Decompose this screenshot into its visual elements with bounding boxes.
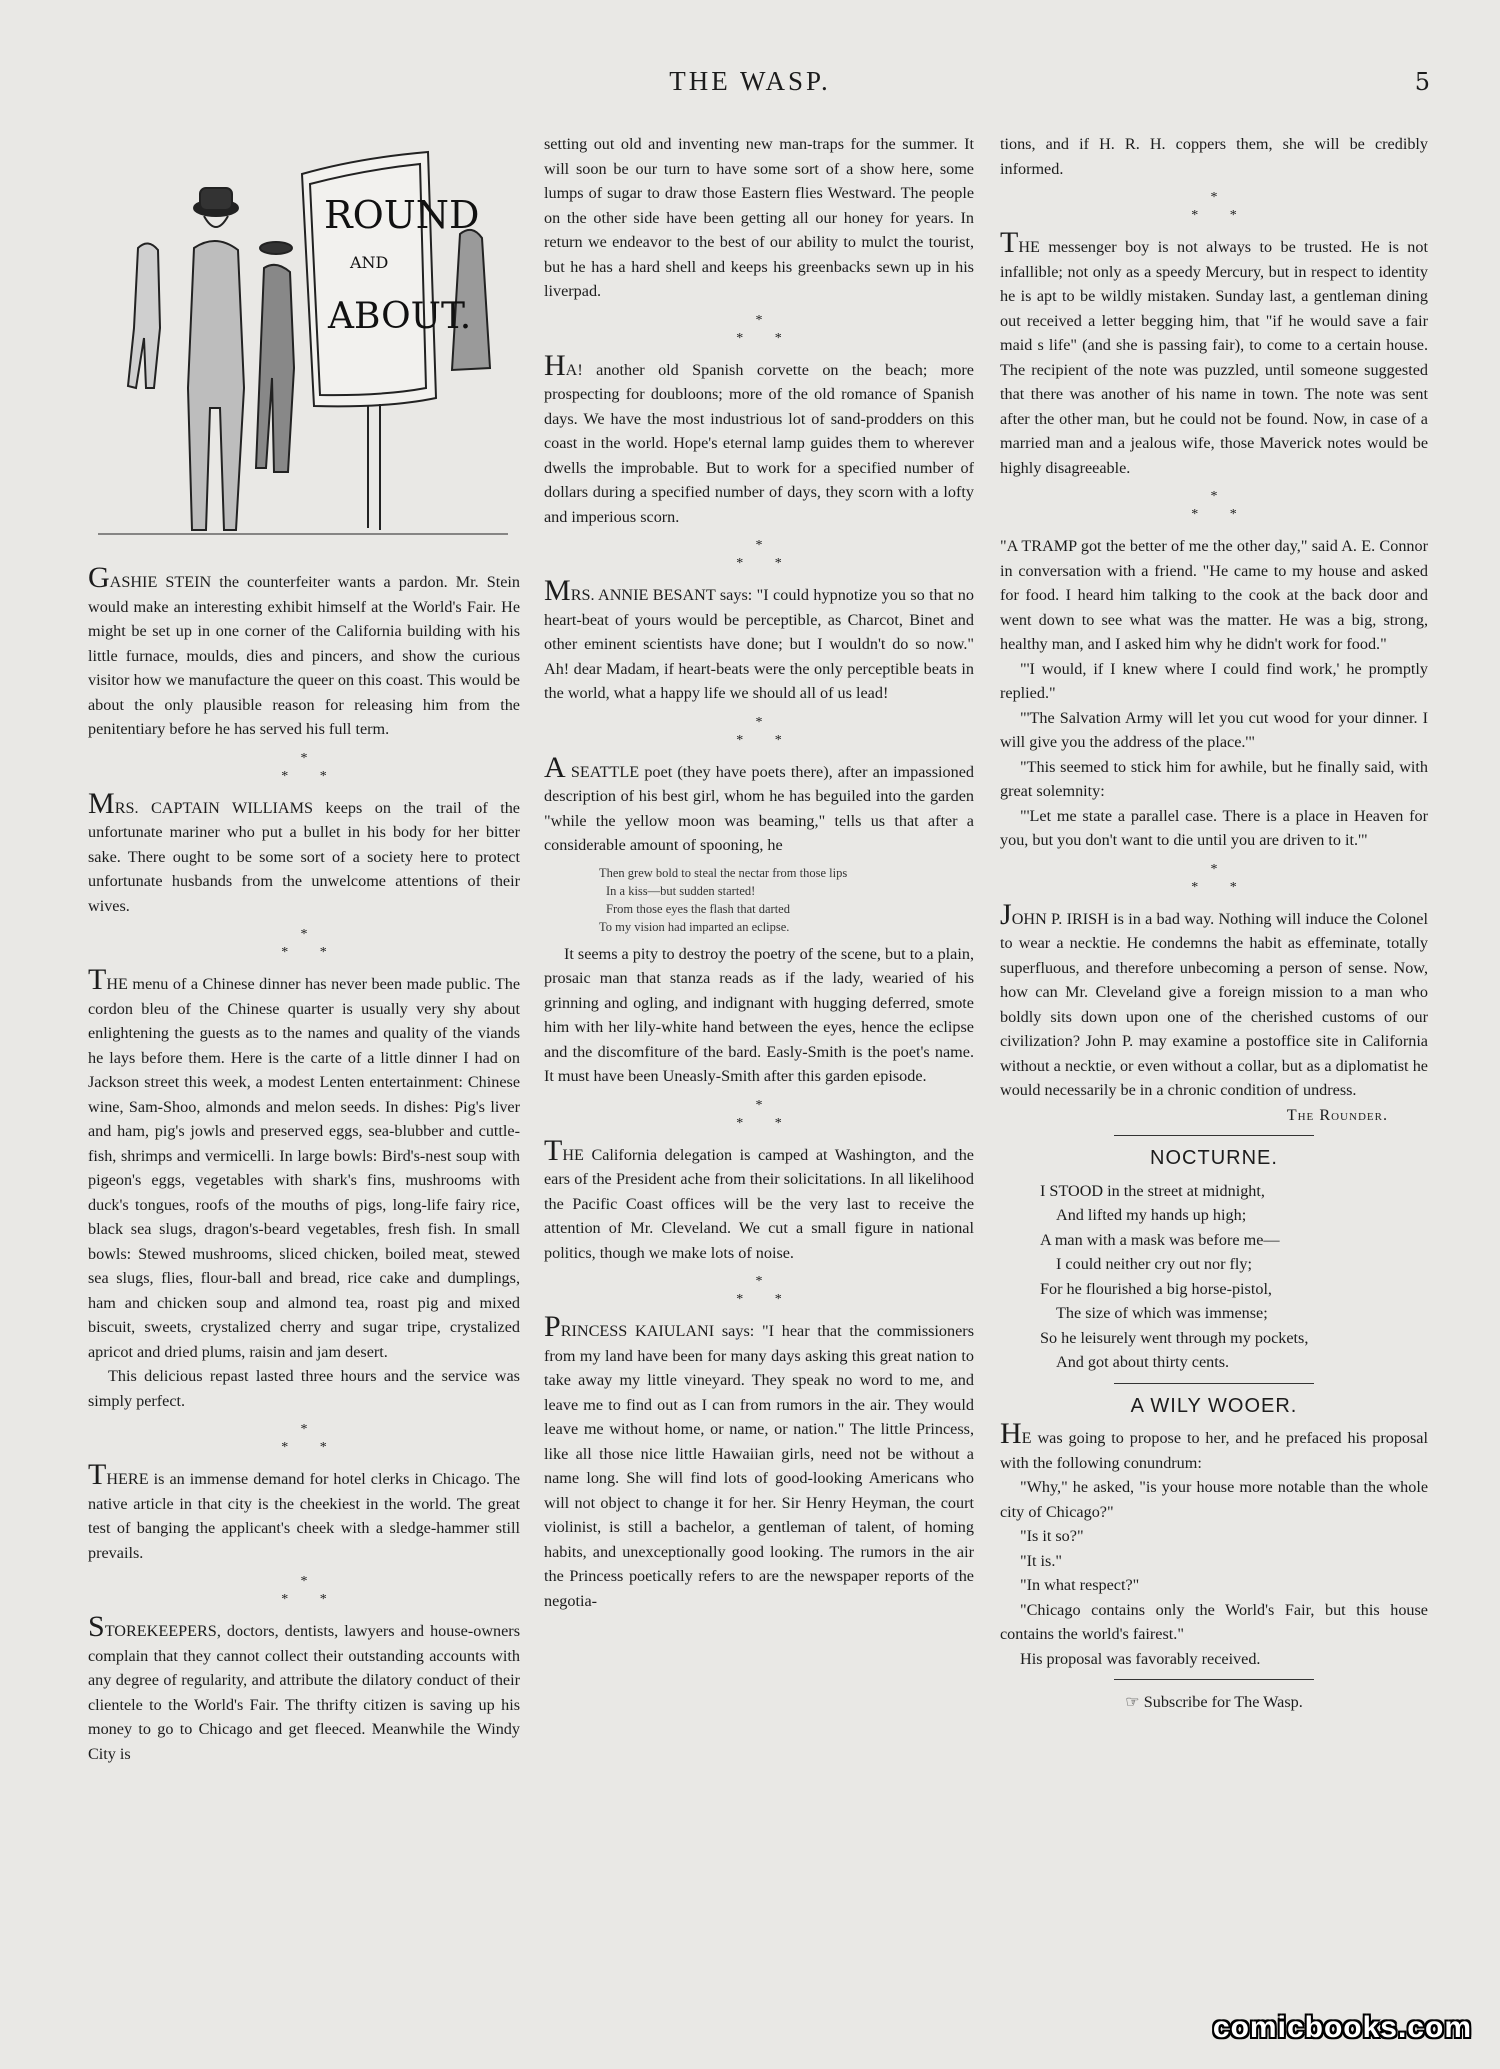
paragraph-credibly-informed: tions, and if H. R. H. coppers them, she will be credibly informed. xyxy=(1000,135,1428,178)
poem-line: I could neither cry out nor fly; xyxy=(1056,1255,1252,1273)
column-2 xyxy=(544,132,974,1613)
illustration-drawing xyxy=(88,138,520,566)
paragraph-mrs-captain-williams: MRS. CAPTAIN WILLIAMS keeps on the trail of the unfortunate mariner who put a bullet in his body for her bitter sake. There ought to be some sort of a society here to protect unfortunate husbands from the unwelcome attentions of their wives. xyxy=(88,786,520,915)
paragraph-stick-him: "This seemed to stick him for awhile, but he finally said, with great solemnity: xyxy=(1000,757,1428,800)
poem-line: So he leisurely went through my pockets, xyxy=(1040,1328,1309,1347)
paragraph-princess-kaiulani: PRINCESS KAIULANI says: "I hear that the commissioners from my land have been for many days asking this great nation to take away my little vineyard. They speak no word to me, and leave me to find out as I can from rumors in the air. They would leave me without home, or name, or nation." The little Princess, like all those nice little Hawaiian girls, need not be without a name long. She will find lots of good-looking Americans who will not object to change it for her. Sir Henry Heyman, the court violinist, is still a bachelor, a gentleman of talent, of homing habits, and unexceptionally good looking. The rumors in the air the Princess poetically refers to are the newspaper reports of the negotia- xyxy=(544,1310,974,1610)
divider-rule xyxy=(1114,1135,1314,1136)
paragraph-annie-besant: MRS. ANNIE BESANT says: "I could hypnotize you so that no heart-beat of yours would be perceptible, as Charcot, Binet and other eminent scientists have done; but I wouldn't do so now." Ah! dear Madam, if heart-beats were the only perceptible beats in the world, what a happy life we should all of us lead! xyxy=(544,574,974,702)
poem-line: For he flourished a big horse-pistol, xyxy=(1040,1279,1272,1298)
paragraph-salvation-army: "'The Salvation Army will let you cut wood for your dinner. I will give you the address of the place.'" xyxy=(1000,708,1428,751)
paragraph-wooer-outcome: His proposal was favorably received. xyxy=(1020,1649,1261,1668)
section-divider: * * * xyxy=(1191,190,1237,223)
author-signature: The Rounder. xyxy=(1286,1105,1388,1124)
paragraph-chinese-dinner: THE menu of a Chinese dinner has never been made public. The cordon bleu of the Chinese quarter is usually very shy about enlightening the guests as to the names and quality of the viands he lays before them. Here is the carte of a little dinner I had on Jackson street this week, a modest Lenten entertainment: Chinese wine, Sam-Shoo, almonds and melon seeds. In dishes: Pig's liver and ham, pig's jowls and preserved eggs, sea-blubber and cuttle-fish, shrimps and vermicelli. In large bowls: Bird's-nest soup with pigeon's eggs, vegetables with shark's fins, mushrooms with duck's tongues, roofs of the mouths of pigs, long-life fairy rice, black sea slugs, dragon's-beard vegetables, fresh fish. In small bowls: Stewed mushrooms, sliced chicken, boiled meat, stewed sea slugs, flies, flour-ball and bread, rice cake and dumplings, ham and chicken soup and almond tea, roast pig and mixed biscuit, sweets, crystalized cherry and sugar tripe, crystalized apricot and dried plums, raisin and jam desert. xyxy=(88,963,520,1361)
section-divider: * * * xyxy=(736,1097,782,1131)
column-1 xyxy=(88,132,520,1766)
page-number: 5 xyxy=(1414,68,1430,96)
section-divider: * * * xyxy=(281,750,327,784)
divider-rule xyxy=(1114,1383,1314,1384)
masthead xyxy=(0,66,1500,106)
section-divider: * * * xyxy=(736,538,782,571)
paragraph-delicious-repast: This delicious repast lasted three hours and the service was simply perfect. xyxy=(88,1367,520,1410)
paragraph-wooer-line: "Is it so?" xyxy=(1020,1527,1084,1545)
paragraph-gashie-stein: GASHIE STEIN the counterfeiter wants a pardon. Mr. Stein would make an interesting exhibit himself at the World's Fair. He might be set up in one corner of the California building with his little furnace, moulds, dies and pincers, and show the curious visitor how we manufacture the queer on this coast. This would be about the only plausible reason for releasing him from the penitentiary before he has served his full term. xyxy=(88,561,520,738)
paragraph-wooer-intro: HE was going to propose to her, and he prefaced his proposal with the following conundrum: xyxy=(1000,1417,1428,1472)
stanza-line: Then grew bold to steal the nectar from those lips xyxy=(599,865,848,880)
paragraph-seattle-poet: A SEATTLE poet (they have poets there), after an impassioned description of his best girl, whom he has beguiled into the garden "while the yellow moon was beaming," tells us that after a considerable amount of spooning, he xyxy=(544,750,974,854)
paragraph-tramp-reply: "'I would, if I knew where I could find work,' he promptly replied." xyxy=(1000,659,1428,702)
paragraph-california-delegation: THE California delegation is camped at Washington, and the ears of the President ache from their solicitations. In all likelihood the Pacific Coast offices will be the very last to receive the attention of Mr. Cleveland. We cut a small figure in national politics, though we make lots of noise. xyxy=(544,1133,974,1262)
paragraph-john-p-irish: JOHN P. IRISH is in a bad way. Nothing will induce the Colonel to wear a necktie. He condemns the habit as effeminate, totally superfluous, and therefore unbecoming a person of sense. Now, how can Mr. Cleveland give a foreign mission to a man who boldly sits down upon one of the cherished customs of our civilization? John P. may examine a postoffice site in California without a necktie, or even without a collar, but as a diplomatist he would necessarily be in a chronic condition of undress. xyxy=(1000,897,1428,1099)
section-divider: * * * xyxy=(281,1574,327,1607)
publication-title: THE WASP. xyxy=(669,66,831,96)
paragraph-messenger-boy: THE messenger boy is not always to be trusted. He is not infallible; not only as a speedy Mercury, but in respect to identity he is apt to be wildly mistaken. Sunday last, a gentleman dining out received a letter begging him, that "if he would save a fair maid s life" (and she is passing fair), to come to a certain house. The recipient of the note was puzzled, until someone suggested that there was another of his name in town. The note was sent after the other man, but he could not be found. Now, in case of a married man and a jealous wife, those Maverick notes would be highly disagreeable. xyxy=(1000,226,1428,477)
paragraph-storekeepers: STOREKEEPERS, doctors, dentists, lawyers and house-owners complain that they cannot collect their outstanding accounts with any degree of regularity, and attribute the dilatory conduct of their clientele to the World's Fair. The thrifty citizen is saving up his money to go to Chicago and get fleeced. Meanwhile the Windy City is xyxy=(88,1610,520,1763)
poem-line: And lifted my hands up high; xyxy=(1056,1206,1247,1224)
subscribe-notice: ☞ Subscribe for The Wasp. xyxy=(1125,1693,1303,1711)
round-and-about-illustration xyxy=(88,138,520,566)
section-divider: * * * xyxy=(281,927,327,960)
story-title: A WILY WOOER. xyxy=(1130,1394,1298,1417)
section-divider: * * * xyxy=(736,714,782,748)
paragraph-wooer-answer: "Chicago contains only the World's Fair, but this house contains the world's fairest." xyxy=(1000,1600,1428,1643)
paragraph-tramp: "A TRAMP got the better of me the other day," said A. E. Connor in conversation with a friend. "He came to my house and asked for food. I heard him talking to the cook at the back door and went down to see what was the matter. He was a big, strong, healthy man, and I asked him why he didn't work for food." xyxy=(1000,537,1428,653)
paragraph-wooer-question: "Why," he asked, "is your house more notable than the whole city of Chicago?" xyxy=(1000,1478,1428,1521)
section-divider: * * * xyxy=(736,1274,782,1307)
column-3 xyxy=(1000,132,1428,1715)
poem-nocturne xyxy=(1000,1179,1428,1375)
paragraph-spanish-corvette: HA! another old Spanish corvette on the beach; more prospecting for doubloons; more of the old romance of Spanish days. We have the most industrious lot of sand-prodders on this coast in the world. Hope's eternal lamp guides them to wherever dwells the improbable. But to work for a specified number of dollars during a specified number of days, they scorn with a lofty and imperious scorn. xyxy=(544,348,974,526)
section-divider: * * * xyxy=(736,312,782,346)
section-divider: * * * xyxy=(281,1422,327,1455)
divider-rule xyxy=(1114,1679,1314,1680)
paragraph-pity-poetry: It seems a pity to destroy the poetry of the scene, but to a plain, prosaic man that stanza reads as if the lady, wearied of his grinning and ogling, and indignant with hugging deferred, smote him with her lily-white hand between the eyes, hence the eclipse and the discomfiture of the bard. Easly-Smith is the poet's name. It must have been Uneasly-Smith after this garden episode. xyxy=(544,944,974,1085)
poem-line: I STOOD in the street at midnight, xyxy=(1040,1181,1265,1200)
sign-word-and: AND xyxy=(350,253,389,272)
poem-line: And got about thirty cents. xyxy=(1056,1353,1230,1371)
poem-line: A man with a mask was before me— xyxy=(1040,1230,1280,1249)
section-divider: * * * xyxy=(1191,861,1237,895)
poem-line: The size of which was immense; xyxy=(1056,1304,1268,1322)
sign-word-round: ROUND xyxy=(324,193,480,237)
paragraph-man-traps: setting out old and inventing new man-traps for the summer. It will soon be our turn to have some sort of a show here, some lumps of sugar to draw those Eastern flies Westward. The people on the other side have been getting all our honey for years. In return we endeavor to the best of our ability to mulct the tourist, but he has a hard shell and keeps his greenbacks sewn up in his liverpad. xyxy=(544,135,974,300)
stanza-line: To my vision had imparted an eclipse. xyxy=(599,919,790,934)
sign-word-about: ABOUT. xyxy=(328,296,472,337)
paragraph-wooer-line: "It is." xyxy=(1020,1551,1062,1570)
site-watermark: comicbooks.com xyxy=(1212,2011,1472,2044)
stanza-line: In a kiss—but sudden started! xyxy=(606,883,756,898)
stanza-line: From those eyes the flash that darted xyxy=(606,901,790,916)
paragraph-wooer-line: "In what respect?" xyxy=(1020,1576,1140,1594)
poem-title: NOCTURNE. xyxy=(1150,1147,1278,1169)
quoted-stanza xyxy=(544,864,974,936)
paragraph-parallel-case: "'Let me state a parallel case. There is a place in Heaven for you, but you don't want to die until you are driven to it.'" xyxy=(1000,806,1428,849)
section-divider: * * * xyxy=(1191,489,1237,522)
paragraph-hotel-clerks: THERE is an immense demand for hotel clerks in Chicago. The native article in that city is the cheekiest in the world. The great test of banging the applicant's cheek with a sledge-hammer still prevails. xyxy=(88,1458,520,1562)
